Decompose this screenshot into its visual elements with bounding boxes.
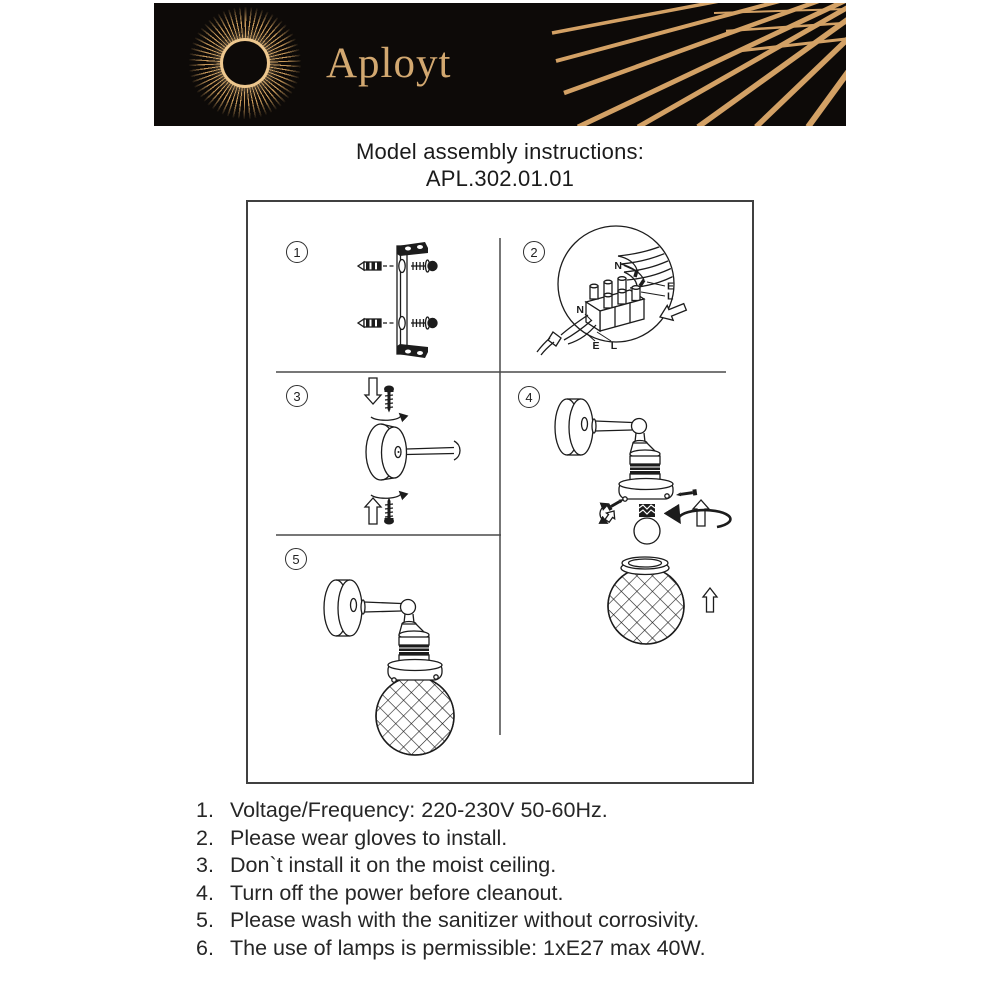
step-2-number: 2	[523, 241, 545, 263]
wire-label-e-in: E	[667, 280, 675, 293]
instruction-number: 2.	[196, 825, 214, 850]
brand-name: Aployt	[326, 40, 452, 87]
instruction-text: Please wear gloves to install.	[230, 825, 508, 850]
up-arrow-icon	[365, 498, 381, 524]
instruction-item	[196, 825, 836, 853]
model-number: APL.302.01.01	[425, 166, 575, 191]
page-title: Model assembly instructions:	[355, 139, 645, 164]
instruction-item	[196, 797, 836, 825]
wall-plate	[324, 580, 362, 636]
step-3-canopy-illustration	[365, 378, 460, 525]
instruction-number: 1.	[196, 798, 214, 822]
step-2-wiring-illustration	[537, 226, 688, 355]
lamp-socket	[388, 622, 442, 683]
lamp-socket	[619, 441, 673, 502]
gold-rays-icon	[154, 3, 846, 126]
rotate-arrow-icon	[371, 492, 401, 498]
lamp-arm	[592, 419, 647, 443]
step-3-number: 3	[286, 385, 308, 407]
support-rod	[407, 441, 461, 460]
mesh-shade	[608, 557, 684, 644]
wall-anchor	[358, 262, 381, 270]
wire-label-n-out: N	[576, 304, 584, 316]
down-arrow-icon	[365, 378, 381, 404]
instruction-number: 4.	[196, 880, 214, 905]
mesh-shade	[376, 677, 454, 755]
brand-banner	[154, 3, 846, 126]
step-4-number: 4	[518, 386, 540, 408]
instruction-number: 5.	[196, 908, 214, 933]
lamp-arm	[361, 600, 416, 624]
screw-top	[384, 386, 394, 413]
instruction-item	[196, 907, 836, 935]
instruction-item	[196, 852, 836, 880]
screw-bottom	[384, 498, 394, 525]
light-bulb	[634, 504, 660, 544]
instructions-list	[196, 797, 836, 963]
step-5-number: 5	[285, 548, 307, 570]
instruction-number: 3.	[196, 853, 214, 878]
up-arrow-icon	[693, 500, 709, 526]
instruction-text: Please wash with the sanitizer without corrosivity.	[230, 908, 700, 933]
wall-anchor	[358, 319, 381, 327]
mounting-screw	[411, 317, 438, 329]
wire-label-l-out: L	[610, 340, 618, 352]
side-screw-right	[676, 489, 698, 498]
mounting-screw	[411, 260, 438, 272]
diagram-art	[248, 202, 752, 782]
title-block	[0, 138, 1000, 192]
up-arrow-icon	[703, 588, 717, 612]
instruction-item	[196, 935, 836, 963]
wire-label-e-out: E	[592, 340, 600, 352]
assembly-diagram	[246, 200, 754, 784]
wall-plate	[555, 399, 593, 455]
instruction-text: Don`t install it on the moist ceiling.	[230, 853, 557, 878]
instruction-item	[196, 880, 836, 908]
instruction-text: The use of lamps is permissible: 1xE27 max 40W.	[230, 935, 706, 960]
instruction-text: Voltage/Frequency: 220-230V 50-60Hz.	[230, 798, 608, 822]
wire-label-l-in: L	[667, 290, 674, 303]
step-1-number: 1	[286, 241, 308, 263]
instruction-number: 6.	[196, 935, 214, 960]
step-5-finished-lamp-illustration	[324, 580, 454, 755]
wire-label-n-in: N	[614, 260, 622, 272]
step-1-bracket-illustration	[358, 242, 438, 358]
step-4-fixture-illustration	[555, 399, 730, 644]
instruction-text: Turn off the power before cleanout.	[230, 880, 564, 905]
canopy-disk	[366, 424, 407, 480]
rotate-arrow-icon	[371, 414, 401, 420]
